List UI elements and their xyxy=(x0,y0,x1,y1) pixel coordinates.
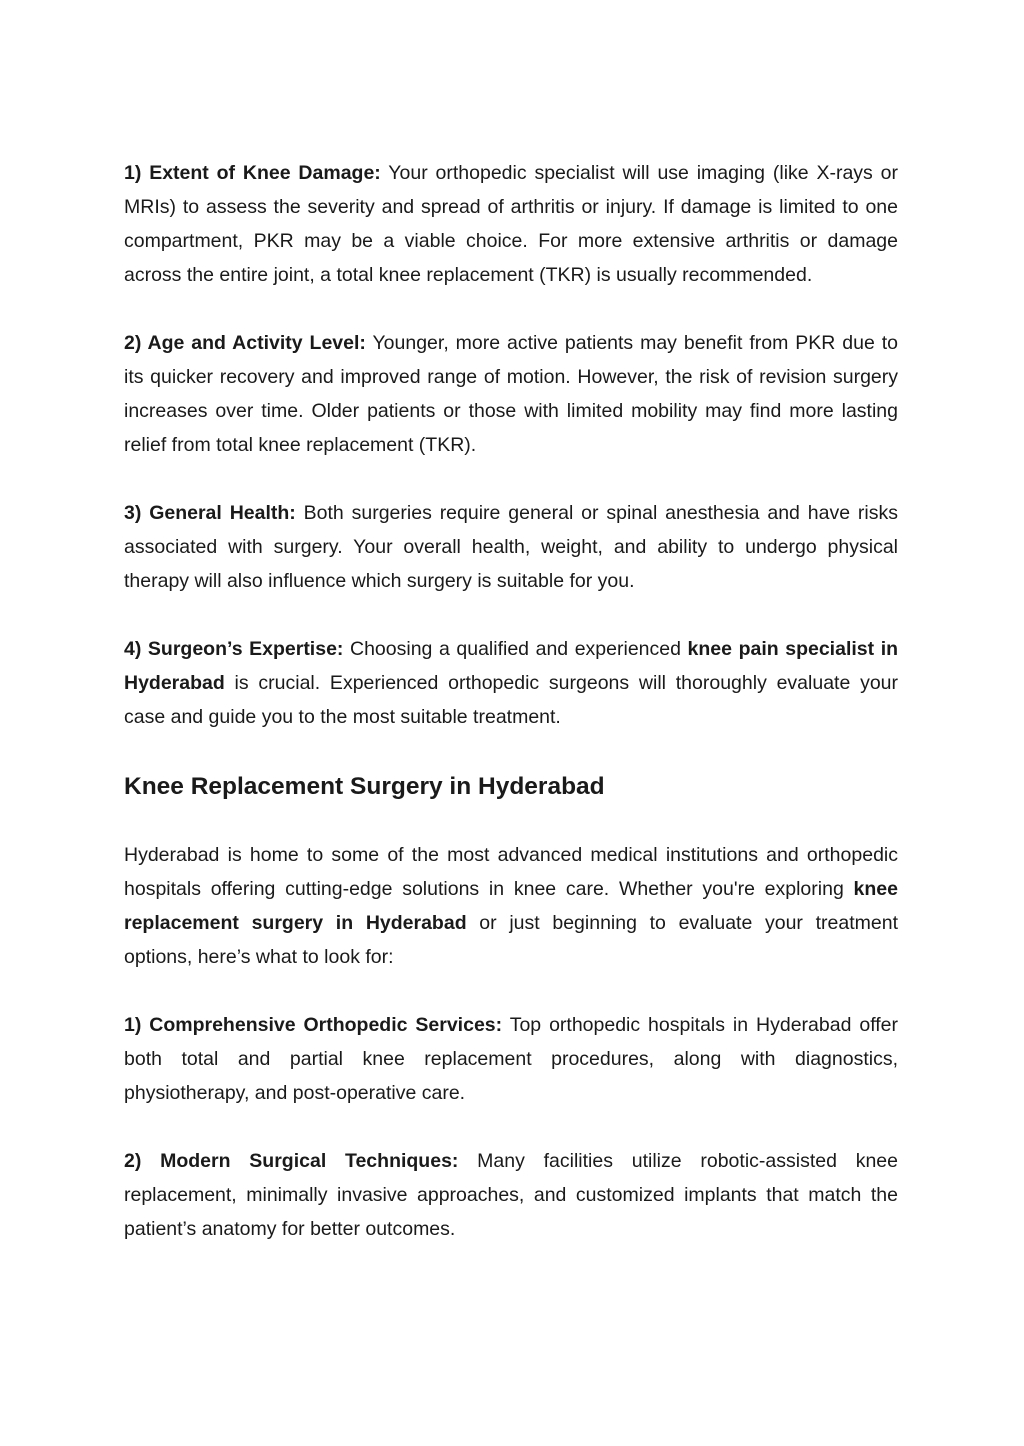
item-modern-surgical-techniques xyxy=(124,1144,898,1246)
factor-age-and-activity-level xyxy=(124,326,898,462)
item-comprehensive-orthopedic-services xyxy=(124,1008,898,1110)
knee-pain-specialist-highlight: knee pain specialist in Hyderabad xyxy=(124,638,899,694)
factor-lead: 1) Extent of Knee Damage: xyxy=(124,162,381,184)
factor-lead: 4) Surgeon’s Expertise: xyxy=(124,638,344,660)
factor-extent-of-knee-damage xyxy=(124,156,898,292)
factor-general-health xyxy=(124,496,898,598)
factor-lead: 3) General Health: xyxy=(124,502,296,524)
factor-lead: 2) Age and Activity Level: xyxy=(124,332,366,354)
factor-text: Your orthopedic specialist will use imaging (like X-rays or MRIs) to assess the severity and spread of arthritis or injury. If damage is limited to one compartment, PKR may be a viable choice. For more extensive arthritis or damage across the entire joint, a total knee replacement (TKR) is usually recommended. xyxy=(124,162,898,286)
factor-surgeons-expertise xyxy=(124,632,898,734)
factor-text: Both surgeries require general or spinal anesthesia and have risks associated with surgery. Your overall health, weight, and ability to undergo physical therapy will also influence which surgery is suitable for you. xyxy=(124,502,898,592)
factor-text-before: Choosing a qualified and experienced xyxy=(343,638,688,660)
item-lead: 2) Modern Surgical Techniques: xyxy=(124,1150,459,1172)
factor-text: Younger, more active patients may benefit from PKR due to its quicker recovery and improved range of motion. However, the risk of revision surgery increases over time. Older patients or those with limited mobility may find more lasting relief from total knee replacement (TKR). xyxy=(124,332,898,456)
item-lead: 1) Comprehensive Orthopedic Services: xyxy=(124,1014,503,1036)
knee-replacement-surgery-highlight: knee replacement surgery in Hyderabad xyxy=(124,878,898,934)
factor-text-after: is crucial. Experienced orthopedic surgeons will thoroughly evaluate your case and guide you to the most suitable treatment. xyxy=(124,672,898,728)
intro-text-after: or just beginning to evaluate your treatment options, here’s what to look for: xyxy=(124,912,898,968)
document-page xyxy=(124,156,898,1246)
item-text: Top orthopedic hospitals in Hyderabad offer both total and partial knee replacement procedures, along with diagnostics, physiotherapy, and post-operative care. xyxy=(124,1014,899,1104)
section-intro xyxy=(124,838,898,974)
intro-text-before: Hyderabad is home to some of the most advanced medical institutions and orthopedic hospitals offering cutting-edge solutions in knee care. Whether you're exploring xyxy=(124,844,898,900)
section-heading: Knee Replacement Surgery in Hyderabad xyxy=(124,773,605,800)
item-text: Many facilities utilize robotic-assisted knee replacement, minimally invasive approaches, and customized implants that match the patient’s anatomy for better outcomes. xyxy=(124,1150,898,1240)
